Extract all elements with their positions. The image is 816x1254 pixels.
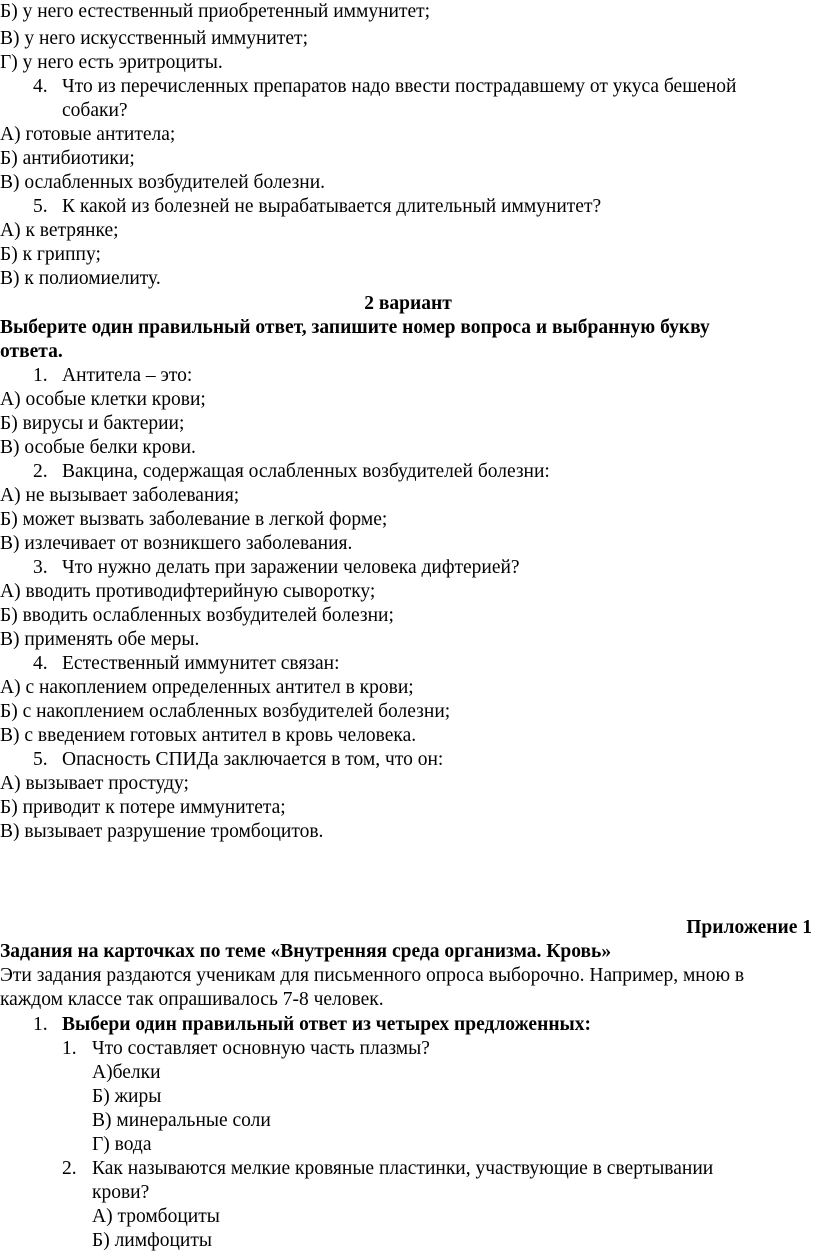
question-text: Что составляет основную часть плазмы? — [92, 1038, 430, 1059]
answer-option: А) вызывает простуду; — [0, 773, 189, 794]
answer-option: А) готовые антитела; — [0, 124, 176, 145]
question-text: К какой из болезней не вырабатывается длительный иммунитет? — [62, 196, 602, 217]
question-number: 4. — [33, 653, 48, 674]
intro-text: каждом классе так опрашивалось 7-8 человек. — [0, 989, 384, 1010]
question-text: Вакцина, содержащая ослабленных возбудителей болезни: — [62, 461, 550, 482]
answer-option: В) особые белки крови. — [0, 437, 196, 458]
question-number: 3. — [33, 557, 48, 578]
answer-option: А) не вызывает заболевания; — [0, 485, 240, 506]
section-number: 1. — [33, 1014, 48, 1035]
answer-option: Б) лимфоциты — [92, 1230, 212, 1251]
instruction-text: Выберите один правильный ответ, запишите номер вопроса и выбранную букву — [0, 317, 710, 338]
answer-option: Б) с накоплением ослабленных возбудителей болезни; — [0, 701, 451, 722]
answer-option: А) с накоплением определенных антител в крови; — [0, 677, 414, 698]
question-text: Антитела – это: — [62, 365, 193, 386]
answer-option: В) минеральные соли — [92, 1110, 271, 1131]
question-text: Естественный иммунитет связан: — [62, 653, 340, 674]
question-number: 4. — [33, 76, 48, 97]
question-number: 1. — [62, 1038, 77, 1059]
answer-option: Б) у него естественный приобретенный иммунитет; — [0, 1, 431, 22]
question-text: крови? — [92, 1182, 150, 1203]
appendix-label: Приложение 1 — [686, 917, 812, 938]
answer-option: В) к полиомиелиту. — [0, 268, 161, 289]
question-number: 1. — [33, 365, 48, 386]
answer-option: А) особые клетки крови; — [0, 389, 206, 410]
question-text: Опасность СПИДа заключается в том, что он: — [62, 749, 444, 770]
answer-option: Б) жиры — [92, 1086, 162, 1107]
question-text: Что нужно делать при заражении человека дифтерией? — [62, 557, 520, 578]
answer-option: Г) у него есть эритроциты. — [0, 52, 223, 73]
answer-option: А) тромбоциты — [92, 1206, 220, 1227]
question-number: 2. — [33, 461, 48, 482]
appendix-title: Задания на карточках по теме «Внутренняя среда организма. Кровь» — [0, 941, 612, 962]
answer-option: А) вводить противодифтерийную сыворотку; — [0, 581, 376, 602]
question-number: 2. — [62, 1158, 77, 1179]
answer-option: Б) антибиотики; — [0, 148, 135, 169]
answer-option: В) с введением готовых антител в кровь человека. — [0, 725, 417, 746]
variant-heading: 2 вариант — [364, 293, 452, 314]
answer-option: Г) вода — [92, 1134, 152, 1155]
instruction-text: ответа. — [0, 341, 63, 362]
answer-option: Б) приводит к потере иммунитета; — [0, 797, 286, 818]
answer-option: Б) может вызвать заболевание в легкой форме; — [0, 509, 388, 530]
answer-option: Б) к гриппу; — [0, 244, 101, 265]
question-text: Как называются мелкие кровяные пластинки, участвующие в свертывании — [92, 1158, 714, 1179]
answer-option: А)белки — [92, 1062, 161, 1083]
answer-option: А) к ветрянке; — [0, 220, 119, 241]
question-number: 5. — [33, 196, 48, 217]
question-text: Что из перечисленных препаратов надо ввести пострадавшему от укуса бешеной — [62, 76, 737, 97]
question-text: собаки? — [62, 100, 128, 121]
answer-option: В) применять обе меры. — [0, 629, 200, 650]
answer-option: Б) вводить ослабленных возбудителей болезни; — [0, 605, 394, 626]
answer-option: В) излечивает от возникшего заболевания. — [0, 533, 353, 554]
answer-option: В) ослабленных возбудителей болезни. — [0, 172, 326, 193]
section-title: Выбери один правильный ответ из четырех предложенных: — [62, 1014, 592, 1035]
question-number: 5. — [33, 749, 48, 770]
intro-text: Эти задания раздаются ученикам для письменного опроса выборочно. Например, мною в — [0, 965, 745, 986]
answer-option: В) у него искусственный иммунитет; — [0, 28, 308, 49]
answer-option: Б) вирусы и бактерии; — [0, 413, 185, 434]
answer-option: В) вызывает разрушение тромбоцитов. — [0, 821, 324, 842]
